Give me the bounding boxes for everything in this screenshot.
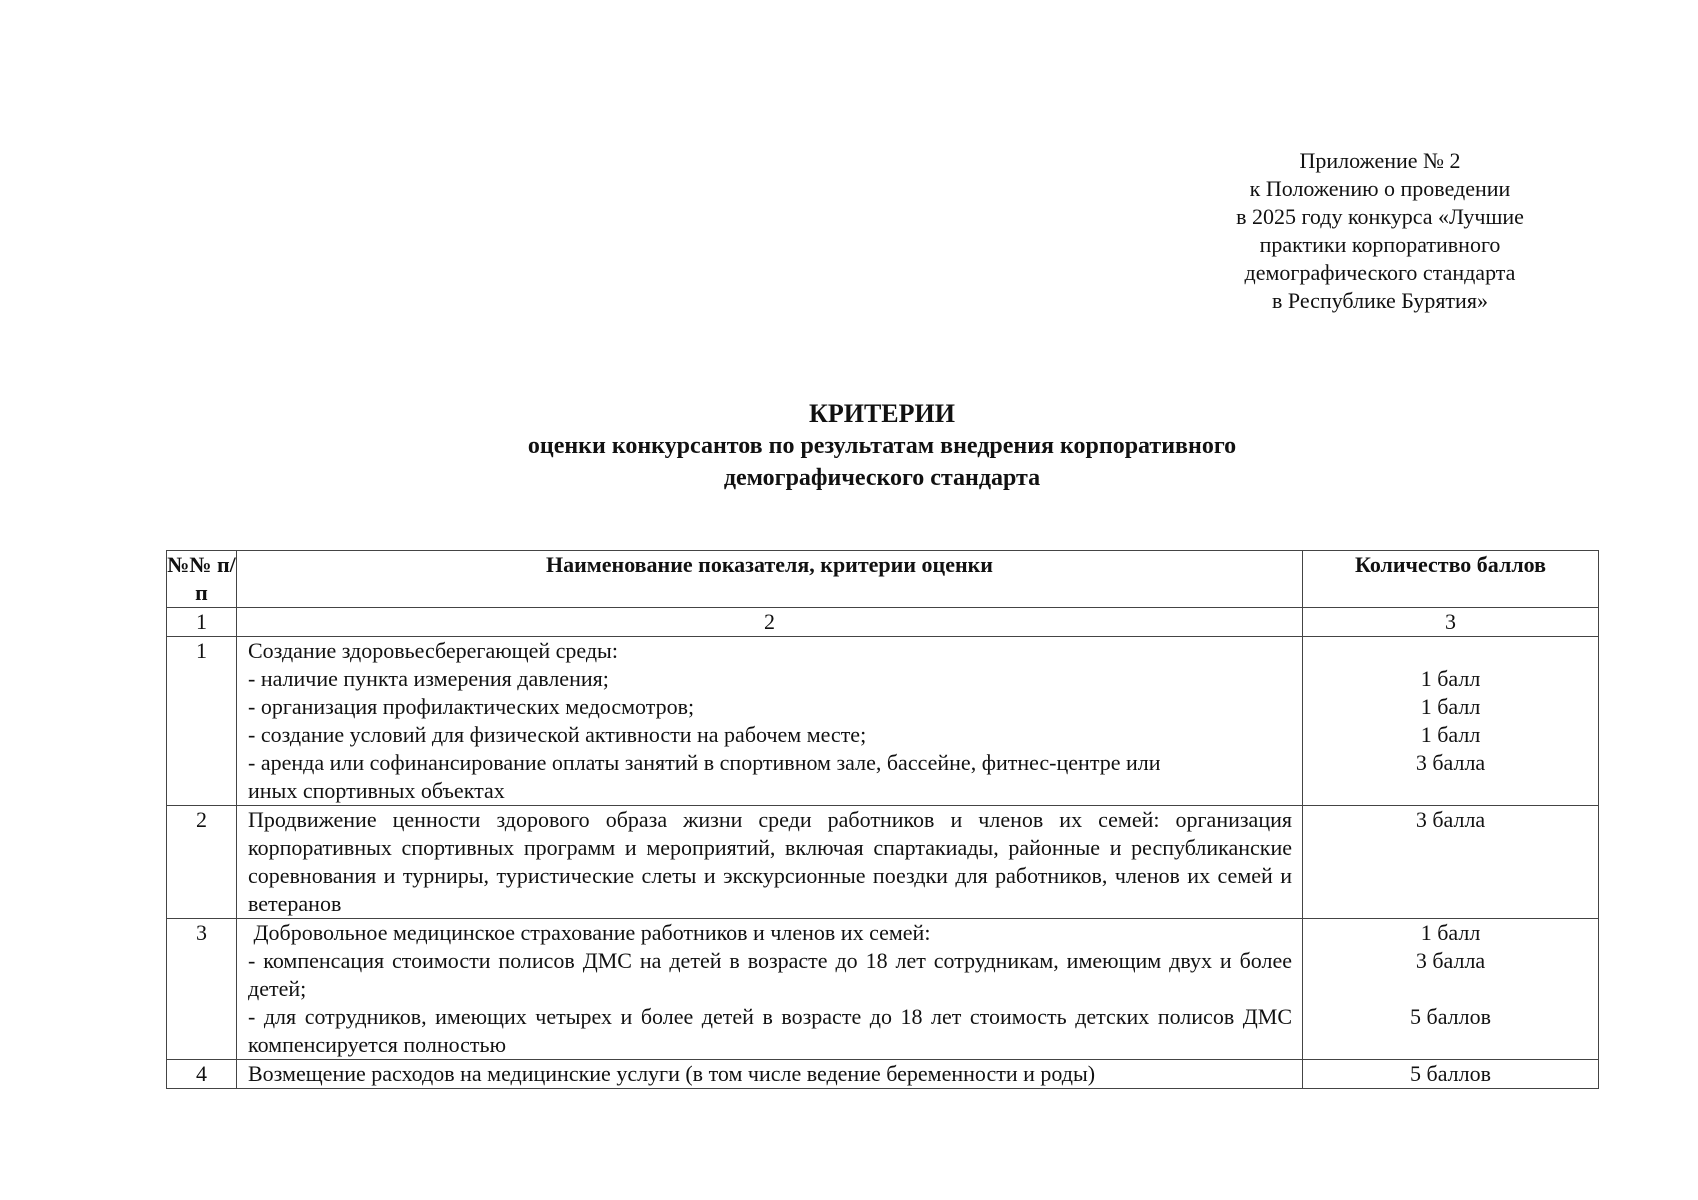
criteria-line: Создание здоровьесберегающей среды: [248,638,618,663]
document-subtitle-line: оценки конкурсантов по результатам внедрения корпоративного [527,433,1237,459]
column-number: 3 [1303,608,1599,637]
criteria-line: - аренда или софинансирование оплаты занятий в спортивном зале, бассейне, фитнес-центре или [248,750,1161,775]
criteria-cell [237,919,1303,1060]
score-line: 1 балл [1420,666,1481,691]
document-title: КРИТЕРИИ [809,399,955,428]
score-line: 1 балл [1420,920,1481,945]
score-line [1303,637,1598,665]
criteria-line: иных спортивных объектах [248,778,505,803]
appendix-line: к Положению о проведении [1249,176,1511,201]
table-row [167,1060,1599,1089]
appendix-line: в Республике Бурятия» [1272,288,1488,313]
criteria-line: - организация профилактических медосмотров; [248,694,695,719]
appendix-line: практики корпоративного [1259,232,1501,257]
score-line: 3 балла [1415,750,1486,775]
criteria-line: - создание условий для физической активности на рабочем месте; [248,722,867,747]
table-header-row [167,551,1599,608]
criteria-cell [237,637,1303,806]
document-subtitle-line: демографического стандарта [723,465,1041,491]
score-cell [1303,1060,1599,1089]
row-number: 3 [167,919,237,1060]
table-row [167,806,1599,919]
header-score: Количество баллов [1303,551,1599,608]
criteria-paragraph: - для сотрудников, имеющих четырех и более детей в возрасте до 18 лет стоимость детских полисов ДМС компенсируется полностью [248,1004,1292,1057]
criteria-cell: Возмещение расходов на медицинские услуги (в том числе ведение беременности и роды) [237,1060,1303,1089]
score-line: 5 баллов [1410,1061,1491,1086]
appendix-line: Приложение № 2 [1299,148,1461,173]
appendix-block [1170,147,1590,315]
score-line: 3 балла [1415,807,1486,832]
header-num: №№ п/п [167,551,237,608]
table-row [167,919,1599,1060]
row-number: 4 [167,1060,237,1089]
table-row [167,637,1599,806]
score-line: 3 балла [1415,948,1486,973]
score-line [1303,975,1598,1003]
appendix-line: демографического стандарта [1244,260,1516,285]
score-cell [1303,637,1599,806]
column-number: 2 [237,608,1303,637]
criteria-cell: Продвижение ценности здорового образа жизни среди работников и членов их семей: организация корпоративных спортивных программ и мероприятий, включая спартакиады, районные и республиканские соревнования и турниры, туристические слеты и экскурсионные поездки для работников, членов их семей и ветеранов [237,806,1303,919]
appendix-line: в 2025 году конкурса «Лучшие [1236,204,1524,229]
row-number: 2 [167,806,237,919]
criteria-paragraph: Добровольное медицинское страхование работников и членов их семей: [248,920,931,945]
score-line: 1 балл [1420,722,1481,747]
score-cell [1303,806,1599,919]
column-number: 1 [167,608,237,637]
document-heading [166,398,1598,494]
header-name: Наименование показателя, критерии оценки [237,551,1303,608]
column-number-row [167,608,1599,637]
criteria-line: - наличие пункта измерения давления; [248,666,609,691]
row-number: 1 [167,637,237,806]
criteria-table [166,550,1599,1089]
score-line: 5 баллов [1410,1004,1491,1029]
score-line: 1 балл [1420,694,1481,719]
score-cell [1303,919,1599,1060]
criteria-paragraph: - компенсация стоимости полисов ДМС на детей в возрасте до 18 лет сотрудникам, имеющим двух и более детей; [248,948,1292,1001]
